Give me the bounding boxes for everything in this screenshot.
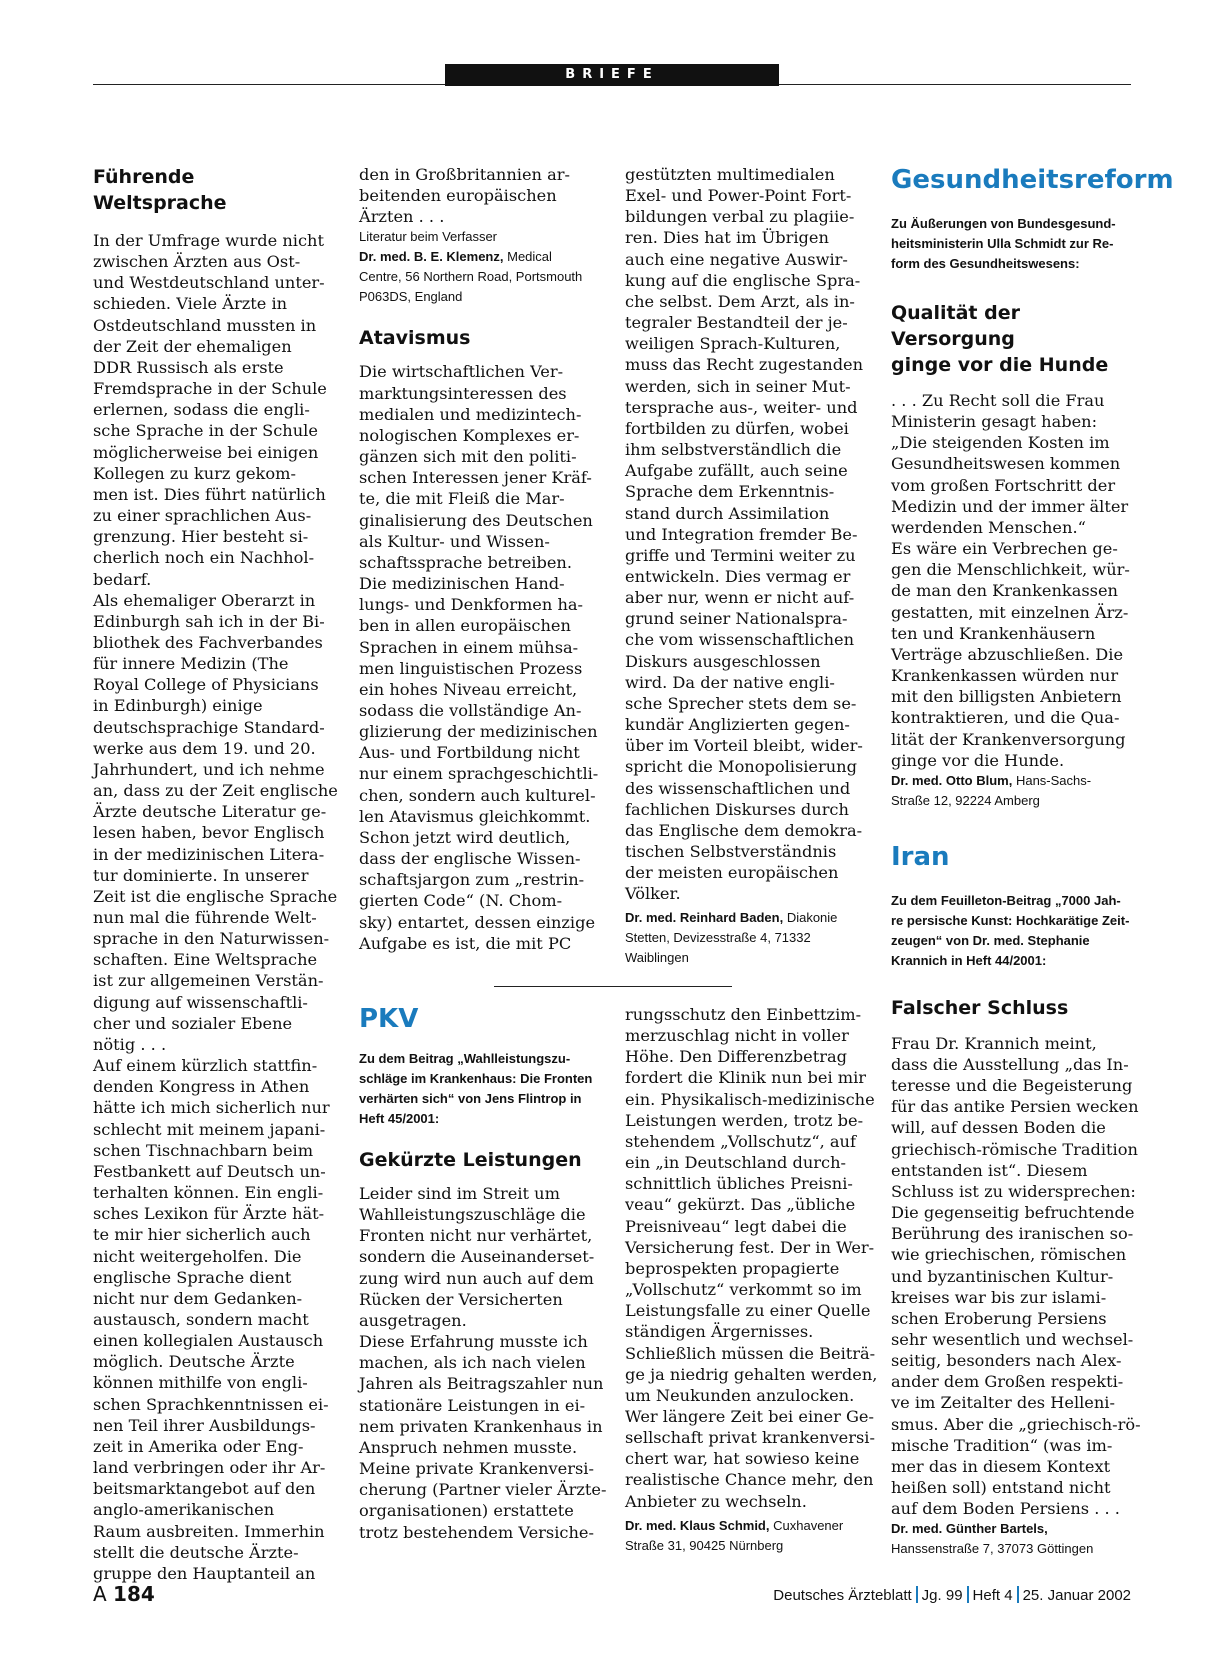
text-line: schen Eroberung Persiens: [891, 1308, 1107, 1328]
text-line: che selbst. Dem Arzt, als in-: [625, 291, 855, 311]
folio-number: 184: [113, 1582, 155, 1606]
text-line: das Englische dem demokra-: [625, 820, 863, 840]
text-line: kreises war bis zur islami-: [891, 1287, 1107, 1307]
text-line: gierten Code“ (N. Chom-: [359, 891, 563, 911]
text-line: che vom wissenschaftlichen: [625, 630, 855, 650]
text-line: mische Tradition“ (was im-: [891, 1435, 1113, 1455]
text-line: mer das in diesem Kontext: [891, 1456, 1111, 1476]
text-line: terhalten können. Ein engli-: [93, 1183, 324, 1203]
text-line: In der Umfrage wurde nicht: [93, 231, 324, 250]
text-line: möglich. Deutsche Ärzte: [93, 1352, 295, 1372]
text-line: sche Sprecher stets dem se-: [625, 693, 857, 713]
text-line: grenzung. Hier besteht si-: [93, 527, 309, 547]
text-line: Royal College of Physicians: [93, 675, 319, 695]
text-line: Fronten nicht nur verhärtet,: [359, 1226, 593, 1246]
text-line: vom großen Fortschritt der: [891, 475, 1116, 495]
signature-klemenz: [359, 247, 599, 267]
letter-body-pkv: [359, 1183, 607, 1543]
text-line: len Atavismus gleichkommt.: [359, 806, 591, 826]
text-line: cherlich noch ein Nachhol-: [93, 548, 315, 568]
text-line: werke aus dem 19. und 20.: [93, 738, 316, 758]
signature-address-line: P063DS, England: [359, 289, 463, 305]
text-line: Schluss ist zu widersprechen:: [891, 1181, 1136, 1201]
text-line: Zu dem Feuilleton-Beitrag „7000 Jah-: [891, 892, 1121, 908]
text-line: Heft 45/2001:: [359, 1111, 440, 1126]
journal-date: 25. Januar 2002: [1022, 1587, 1131, 1604]
journal-info: [773, 1586, 1131, 1604]
signature-blum: [891, 771, 1131, 791]
text-line: Fremdsprache in der Schule: [93, 379, 327, 399]
text-line: dass die Ausstellung „das In-: [891, 1054, 1129, 1074]
text-line: glizierung der medizinischen: [359, 722, 598, 742]
text-line: lesen haben, bevor Englisch: [93, 823, 325, 843]
text-line: beitsmarktangebot auf den: [93, 1479, 316, 1499]
text-line: sche Sprache in der Schule: [93, 421, 318, 441]
literature-note: Literatur beim Verfasser: [359, 229, 498, 245]
heading-atavismus: Atavismus: [359, 327, 471, 350]
text-line: ginge vor die Hunde.: [891, 750, 1065, 770]
text-line: te, die mit Fleiß die Mar-: [359, 489, 565, 509]
text-line: Edinburgh sah ich in der Bi-: [93, 611, 325, 631]
text-line: Auf einem kürzlich stattfin-: [93, 1056, 318, 1076]
text-line: nötig . . .: [93, 1034, 167, 1054]
text-line: fordert die Klinik nun bei mir: [625, 1068, 867, 1088]
text-line: Preisniveau“ legt dabei die: [625, 1216, 847, 1236]
text-line: um Neukunden anzulocken.: [625, 1385, 855, 1405]
text-line: in Edinburgh) einige: [93, 696, 263, 716]
text-line: stand durch Assimilation: [625, 503, 830, 523]
text-line: kung auf die englische Spra-: [625, 270, 861, 290]
letter-body-atavismus: [359, 361, 599, 953]
text-line: men ist. Dies führt natürlich: [93, 484, 326, 504]
text-line: bildungen verbal zu plagiie-: [625, 207, 855, 227]
text-line: schaftsjargon zum „restrin-: [359, 870, 585, 890]
text-line: Schließlich müssen die Beiträ-: [625, 1343, 876, 1363]
text-line: schlecht mit meinem japani-: [93, 1119, 326, 1139]
text-line: Die wirtschaftlichen Ver-: [359, 362, 564, 382]
text-line: möglicherweise bei einigen: [93, 442, 319, 462]
text-line: englische Sprache dient: [93, 1267, 292, 1287]
text-line: ben in allen europäischen: [359, 616, 571, 636]
heading-gekuerzte-leistungen: Gekürzte Leistungen: [359, 1149, 582, 1171]
text-line: Zeit ist die englische Sprache: [93, 886, 338, 906]
text-line: spricht die Monopolisierung: [625, 757, 857, 777]
text-line: ausgetragen.: [359, 1310, 467, 1330]
text-line: sky) entartet, dessen einzige: [359, 912, 596, 932]
text-line: ge ja niedrig gehalten werden,: [625, 1364, 878, 1384]
text-line: werdenden Menschen.“: [891, 517, 1086, 537]
text-line: fachlichen Diskurses durch: [625, 799, 849, 819]
text-line: Höhe. Den Differenzbetrag: [625, 1047, 847, 1067]
text-line: können mithilfe von engli-: [93, 1373, 308, 1393]
text-line: griffe und Termini weiter zu: [625, 545, 856, 565]
signature-bartels: [891, 1519, 1131, 1539]
text-line: Jahren als Beitragszahler nun: [359, 1374, 604, 1394]
text-line: Festbankett auf Deutsch un-: [93, 1161, 326, 1181]
text-line: erlernen, sodass die engli-: [93, 400, 310, 420]
text-line: Frau Dr. Krannich meint,: [891, 1033, 1097, 1053]
text-line: rungsschutz den Einbettzim-: [625, 1005, 862, 1024]
text-line: Ostdeutschland mussten in: [93, 315, 317, 335]
page-footer: [93, 1582, 1131, 1612]
text-line: ein hohes Niveau erreicht,: [359, 679, 578, 699]
signature-address-line: Straße 12, 92224 Amberg: [891, 792, 1040, 808]
text-line: ein. Physikalisch-medizinische: [625, 1089, 875, 1109]
text-line: Krannich in Heft 44/2001:: [891, 952, 1047, 968]
text-line: zeugen“ von Dr. med. Stephanie: [891, 932, 1090, 948]
text-line: auf dem Boden Persiens . . .: [891, 1499, 1120, 1519]
topic-iran: Iran: [891, 841, 950, 872]
text-line: entwickeln. Dies vermag er: [625, 566, 851, 586]
text-line: zu einer sprachlichen Aus-: [93, 506, 312, 526]
text-line: cher und sozialer Ebene: [93, 1013, 293, 1033]
text-line: mit den billigsten Anbietern: [891, 687, 1122, 707]
text-line: nen Teil ihrer Ausbildungs-: [93, 1415, 316, 1435]
text-line: tersprache aus-, weiter- und: [625, 397, 858, 417]
text-line: nun mal die führende Welt-: [93, 908, 317, 927]
signature-schmid: [625, 1516, 865, 1536]
text-line: marktungsinteressen des: [359, 383, 567, 403]
letter-body-pkv-continued: [625, 1004, 878, 1512]
letter-body-iran: [891, 1033, 1141, 1520]
pkv-article-continued: [625, 1004, 878, 1556]
text-line: lungs- und Denkformen ha-: [359, 595, 583, 615]
text-line: und Integration fremder Be-: [625, 524, 858, 544]
text-line: Berührung des iranischen so-: [891, 1224, 1134, 1244]
text-line: Leistungsfalle zu einer Quelle: [625, 1301, 871, 1321]
text-line: teresse und die Begeisterung: [891, 1076, 1133, 1096]
text-line: entstanden ist“. Diesem: [891, 1160, 1088, 1180]
signature-address: Diakonie: [783, 910, 838, 926]
text-line: einen kollegialen Austausch: [93, 1331, 324, 1351]
journal-issue: Heft 4: [972, 1587, 1013, 1604]
text-line: aber nur, wenn er nicht auf-: [625, 588, 855, 608]
signature-name: Dr. med. Otto Blum,: [891, 772, 1013, 788]
text-line: digung auf wissenschaftli-: [93, 992, 308, 1012]
text-line: gen die Menschlichkeit, wür-: [891, 560, 1130, 580]
text-line: ve im Zeitalter des Helleni-: [891, 1393, 1115, 1413]
signature-baden: [625, 908, 865, 928]
text-line: Meine private Krankenversi-: [359, 1459, 594, 1479]
signature-address-line: Hanssenstraße 7, 37073 Göttingen: [891, 1541, 1094, 1557]
letter-body-atavismus-continued: [625, 164, 865, 904]
signature-address-line: Waiblingen: [625, 950, 689, 966]
text-line: Versicherung fest. Der in Wer-: [625, 1237, 875, 1257]
text-line: gestatten, mit einzelnen Ärz-: [891, 602, 1129, 622]
text-line: Diskurs ausgeschlossen: [625, 651, 821, 671]
text-line: sehr wesentlich und wechsel-: [891, 1330, 1134, 1349]
text-line: Völker.: [625, 884, 681, 904]
signature-address-line: Stetten, Devizesstraße 4, 71332: [625, 930, 811, 946]
topic-pkv: PKV: [359, 1004, 419, 1034]
text-line: als Kultur- und Wissen-: [359, 531, 550, 551]
text-line: Als ehemaliger Oberarzt in: [93, 590, 316, 610]
text-line: tegraler Bestandteil der je-: [625, 313, 848, 333]
text-line: organisationen) erstattete: [359, 1501, 574, 1521]
text-line: schläge im Krankenhaus: Die Fronten: [359, 1071, 593, 1086]
text-line: für das antike Persien wecken: [891, 1097, 1139, 1117]
text-line: lität der Krankenversorgung: [891, 729, 1126, 749]
signature-name: Dr. med. B. E. Klemenz,: [359, 249, 504, 265]
signature-address: Cuxhavener: [769, 1517, 844, 1533]
gesundheitsreform-intro: [891, 214, 1131, 274]
text-line: ihm selbstverständlich die: [625, 440, 842, 460]
text-line: der meisten europäischen: [625, 863, 839, 883]
signature-name: Dr. med. Günther Bartels,: [891, 1521, 1048, 1537]
page-number: [93, 1582, 155, 1606]
text-line: Zu Äußerungen von Bundesgesund-: [891, 216, 1116, 231]
letter-body-weltsprache: [93, 230, 338, 1584]
text-line: medialen und medizintech-: [359, 404, 582, 424]
text-line: land verbringen oder ihr Ar-: [93, 1458, 326, 1478]
text-line: Diese Erfahrung musste ich: [359, 1332, 588, 1352]
text-line: merzuschlag nicht in voller: [625, 1026, 849, 1046]
text-line: der Zeit der ehemaligen: [93, 336, 292, 356]
text-line: stationäre Leistungen in ei-: [359, 1395, 586, 1415]
text-line: und Westdeutschland unter-: [93, 273, 325, 293]
text-line: über im Vorteil bleibt, wider-: [625, 736, 863, 756]
text-line: DDR Russisch als erste: [93, 357, 284, 377]
separator: [967, 1586, 969, 1603]
letter-body-qualitaet: [891, 390, 1131, 771]
text-line: nur einem sprachgeschichtli-: [359, 764, 599, 784]
separator: [916, 1586, 918, 1603]
text-line: dass der englische Wissen-: [359, 849, 581, 869]
text-line: Ärzte deutsche Literatur ge-: [93, 802, 327, 822]
text-line: zwischen Ärzten aus Ost-: [93, 252, 301, 272]
text-line: sches Lexikon für Ärzte hät-: [93, 1204, 325, 1224]
text-line: deutschsprachige Standard-: [93, 717, 325, 737]
text-line: schen Tischnachbarn beim: [93, 1140, 314, 1160]
text-line: „Vollschutz“ verkommt so im: [625, 1280, 862, 1300]
text-line: den in Großbritannien ar-: [359, 165, 570, 184]
text-line: grund seiner Nationalspra-: [625, 609, 848, 629]
signature-address: Medical: [503, 249, 552, 265]
text-line: Exel- und Power-Point Fort-: [625, 186, 852, 206]
text-line: Aus- und Fortbildung nicht: [359, 743, 580, 763]
text-line: gestützten multimedialen: [625, 165, 835, 184]
text-line: veau“ gekürzt. Das „übliche: [625, 1195, 856, 1215]
signature-name: Dr. med. Klaus Schmid,: [625, 1517, 770, 1533]
text-line: will, auf dessen Boden die: [891, 1118, 1106, 1138]
letter-continuation: [359, 164, 599, 227]
signature-address-line: Centre, 56 Northern Road, Portsmouth: [359, 269, 583, 285]
text-line: Schon jetzt wird deutlich,: [359, 827, 571, 847]
text-line: heitsministerin Ulla Schmidt zur Re-: [891, 236, 1114, 251]
text-line: tischen Selbstverständnis: [625, 842, 837, 861]
text-line: Rücken der Versicherten: [359, 1289, 563, 1309]
text-line: men linguistischen Prozess: [359, 658, 583, 678]
text-line: „Die steigenden Kosten im: [891, 433, 1110, 453]
text-line: smus. Aber die „griechisch-rö-: [891, 1414, 1141, 1434]
article-divider: [494, 986, 732, 987]
text-line: seitig, besonders nach Alex-: [891, 1351, 1122, 1371]
text-line: ten und Krankenhäusern: [891, 623, 1096, 643]
text-line: Ärzten . . .: [359, 207, 445, 227]
pkv-intro: [359, 1049, 599, 1129]
text-line: Sprache dem Erkenntnis-: [625, 482, 835, 502]
text-line: nem privaten Krankenhaus in: [359, 1416, 603, 1436]
heading-falscher-schluss: Falscher Schluss: [891, 996, 1069, 1019]
text-line: Leider sind im Streit um: [359, 1184, 560, 1203]
text-line: griechisch-römische Tradition: [891, 1139, 1138, 1159]
text-line: Raum ausbreiten. Immerhin: [93, 1521, 325, 1541]
text-line: Qualität der Versorgung: [891, 302, 1020, 350]
text-line: realistische Chance mehr, den: [625, 1470, 874, 1490]
text-line: des wissenschaftlichen und: [625, 778, 851, 798]
text-line: schaften. Eine Weltsprache: [93, 950, 318, 970]
text-line: te mir hier sicherlich auch: [93, 1225, 311, 1245]
text-line: stehendem „Vollschutz“, auf: [625, 1131, 856, 1151]
pkv-article: [359, 1003, 607, 1543]
text-line: . . . Zu Recht soll die Frau: [891, 391, 1105, 410]
text-line: Leistungen werden, trotz be-: [625, 1110, 864, 1130]
text-line: Zu dem Beitrag „Wahlleistungszu-: [359, 1051, 571, 1066]
text-line: form des Gesundheitswesens:: [891, 256, 1080, 271]
text-line: heißen soll) entstand nicht: [891, 1478, 1111, 1498]
text-line: beprospekten propagierte: [625, 1258, 840, 1278]
text-line: trotz bestehendem Versiche-: [359, 1522, 594, 1542]
text-line: Anspruch nehmen musste.: [359, 1437, 578, 1457]
signature-name: Dr. med. Reinhard Baden,: [625, 910, 784, 926]
text-line: Krankenkassen würden nur: [891, 666, 1119, 686]
text-line: ist zur allgemeinen Verstän-: [93, 971, 324, 991]
text-line: auch eine negative Auswir-: [625, 249, 848, 269]
text-line: tur dominierte. In unserer: [93, 865, 309, 885]
text-line: wie griechischen, römischen: [891, 1245, 1127, 1265]
text-line: Jahrhundert, und ich nehme: [93, 759, 325, 779]
text-line: weiligen Sprach-Kulturen,: [625, 334, 841, 354]
text-line: und byzantinischen Kultur-: [891, 1266, 1114, 1286]
text-line: ständigen Ärgernisses.: [625, 1322, 814, 1342]
text-line: Aufgabe es ist, die mit PC: [359, 933, 572, 953]
signature-address: Hans-Sachs-: [1012, 772, 1092, 788]
text-line: Kollegen zu kurz gekom-: [93, 463, 296, 483]
text-line: gänzen sich mit den politi-: [359, 447, 577, 467]
section-tag: BRIEFE: [445, 64, 779, 86]
iran-intro: [891, 891, 1131, 971]
signature-address-line: Straße 31, 90425 Nürnberg: [625, 1537, 784, 1553]
folio-prefix: A: [93, 1582, 107, 1606]
text-line: Wahlleistungszuschläge die: [359, 1205, 586, 1225]
column-1: [93, 160, 338, 1584]
text-line: schen Interessen jener Kräf-: [359, 468, 592, 488]
text-line: zeit in Amerika oder Eng-: [93, 1436, 304, 1456]
text-line: austausch, sondern macht: [93, 1309, 309, 1329]
text-line: Sprachen in einem mühsa-: [359, 637, 579, 657]
heading-fuehrende-weltsprache: Führende Weltsprache: [93, 166, 227, 214]
text-line: werden, sich in seiner Mut-: [625, 376, 851, 396]
text-line: zung wird nun auch auf dem: [359, 1268, 594, 1288]
text-line: Aufgabe zufällt, auch seine: [625, 461, 848, 481]
text-line: bliothek des Fachverbandes: [93, 632, 323, 652]
text-line: ein „in Deutschland durch-: [625, 1153, 846, 1173]
text-line: ginge vor die Hunde: [891, 354, 1109, 376]
text-line: nicht weitergeholfen. Die: [93, 1246, 302, 1266]
text-line: bedarf.: [93, 569, 152, 589]
text-line: chert war, hat sowieso keine: [625, 1449, 860, 1469]
text-line: sondern die Auseinanderset-: [359, 1247, 595, 1267]
text-line: Ministerin gesagt haben:: [891, 412, 1098, 432]
text-line: gruppe den Hauptanteil an: [93, 1563, 316, 1583]
journal-volume: Jg. 99: [921, 1587, 963, 1604]
text-line: kundär Anglizierten gegen-: [625, 715, 850, 735]
text-line: schen Sprachkenntnissen ei-: [93, 1394, 329, 1414]
text-line: Wer längere Zeit bei einer Ge-: [625, 1406, 874, 1426]
text-line: Gesundheitswesen kommen: [891, 454, 1121, 474]
text-line: Verträge abzuschließen. Die: [891, 644, 1124, 664]
column-2: [359, 164, 599, 954]
text-line: Es wäre ein Verbrechen ge-: [891, 539, 1118, 559]
journal-name: Deutsches Ärzteblatt: [773, 1587, 912, 1604]
text-line: re persische Kunst: Hochkarätige Zeit-: [891, 912, 1130, 928]
text-line: sodass die vollständige An-: [359, 700, 582, 720]
separator: [1017, 1586, 1019, 1603]
column-4: [891, 164, 1174, 1559]
text-line: Die medizinischen Hand-: [359, 574, 565, 594]
text-line: an, dass zu der Zeit englische: [93, 781, 338, 801]
text-line: ander dem Großen respekti-: [891, 1372, 1124, 1392]
topic-gesundheitsreform: Gesundheitsreform: [891, 165, 1174, 195]
text-line: cherung (Partner vieler Ärzte-: [359, 1480, 607, 1500]
text-line: denden Kongress in Athen: [93, 1077, 310, 1097]
heading-qualitaet: [891, 300, 1131, 378]
text-line: machen, als ich nach vielen: [359, 1353, 586, 1373]
text-line: für innere Medizin (The: [93, 654, 289, 674]
text-line: ren. Dies hat im Übrigen: [625, 228, 829, 248]
text-line: nologischen Komplexes er-: [359, 425, 580, 445]
text-line: ginalisierung des Deutschen: [359, 510, 593, 530]
text-line: Die gegenseitig befruchtende: [891, 1203, 1135, 1223]
text-line: schnittlich übliches Preisni-: [625, 1174, 853, 1194]
text-line: sprache in den Naturwissen-: [93, 929, 330, 949]
text-line: stellt die deutsche Ärzte-: [93, 1542, 299, 1562]
text-line: Medizin und der immer älter: [891, 496, 1129, 516]
text-line: muss das Recht zugestanden: [625, 355, 864, 375]
text-line: nicht nur dem Gedanken-: [93, 1288, 303, 1308]
text-line: de man den Krankenkassen: [891, 581, 1118, 601]
text-line: kontraktieren, und die Qua-: [891, 708, 1120, 728]
text-line: beitenden europäischen: [359, 186, 557, 206]
text-line: sellschaft privat krankenversi-: [625, 1428, 875, 1448]
column-3: [625, 164, 865, 968]
text-line: verhärten sich“ von Jens Flintrop in: [359, 1091, 582, 1106]
text-line: in der medizinischen Litera-: [93, 844, 325, 864]
text-line: Anbieter zu wechseln.: [625, 1491, 807, 1511]
text-line: chen, sondern auch kulturel-: [359, 785, 596, 805]
text-line: fortbilden zu dürfen, wobei: [625, 418, 849, 438]
text-line: anglo-amerikanischen: [93, 1500, 275, 1520]
text-line: wird. Da der native engli-: [625, 672, 835, 692]
text-line: schaftssprache betreiben.: [359, 552, 572, 572]
text-line: schieden. Viele Ärzte in: [93, 294, 288, 314]
text-line: hätte ich mich sicherlich nur: [93, 1098, 330, 1118]
